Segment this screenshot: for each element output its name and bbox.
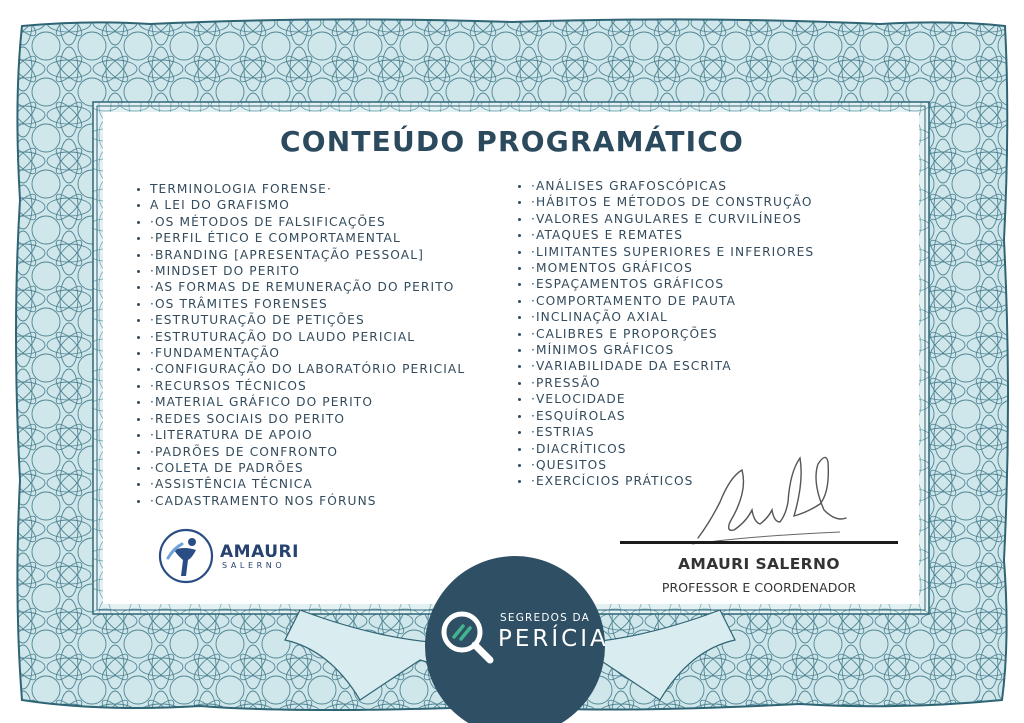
topic-item: ·PRESSÃO	[518, 375, 814, 391]
handwritten-signature	[690, 452, 850, 552]
topic-item: ·REDES SOCIAIS DO PERITO	[137, 411, 465, 427]
topic-item: ·EXERCÍCIOS PRÁTICOS	[518, 473, 814, 489]
topic-item: ·ESTRIAS	[518, 424, 814, 440]
topic-item: ·ESTRUTURAÇÃO DO LAUDO PERICIAL	[137, 329, 465, 345]
signature-line	[620, 541, 898, 544]
topic-item: ·ESQUÍROLAS	[518, 408, 814, 424]
topic-item: ·HÁBITOS E MÉTODOS DE CONSTRUÇÃO	[518, 194, 814, 210]
topic-item: ·PERFIL ÉTICO E COMPORTAMENTAL	[137, 230, 465, 246]
topic-item: ·COMPORTAMENTO DE PAUTA	[518, 293, 814, 309]
topic-item: ·MINDSET DO PERITO	[137, 263, 465, 279]
topic-item: ·MÍNIMOS GRÁFICOS	[518, 342, 814, 358]
topic-item: ·MOMENTOS GRÁFICOS	[518, 260, 814, 276]
topics-list-left	[137, 181, 465, 509]
person-figure-logo-icon	[158, 528, 214, 584]
topic-item: ·FUNDAMENTAÇÃO	[137, 345, 465, 361]
topic-item: ·ESPAÇAMENTOS GRÁFICOS	[518, 276, 814, 292]
topics-list-right	[518, 178, 814, 490]
badge-text-line1: SEGREDOS DA	[500, 612, 591, 624]
topic-item: ·COLETA DE PADRÕES	[137, 460, 465, 476]
topic-item: ·OS MÉTODOS DE FALSIFICAÇÕES	[137, 214, 465, 230]
topic-item: ·LITERATURA DE APOIO	[137, 427, 465, 443]
topic-item: ·ANÁLISES GRAFOSCÓPICAS	[518, 178, 814, 194]
topic-item: ·VALORES ANGULARES E CURVILÍNEOS	[518, 211, 814, 227]
topic-item: ·BRANDING [APRESENTAÇÃO PESSOAL]	[137, 247, 465, 263]
topic-item: ·QUESITOS	[518, 457, 814, 473]
topic-item: ·OS TRÂMITES FORENSES	[137, 296, 465, 312]
signatory-name: AMAURI SALERNO	[678, 555, 840, 573]
topic-item: ·INCLINAÇÃO AXIAL	[518, 309, 814, 325]
badge-text-line2: PERÍCIA	[498, 626, 609, 652]
topic-item: ·CONFIGURAÇÃO DO LABORATÓRIO PERICIAL	[137, 361, 465, 377]
topic-item: ·PADRÕES DE CONFRONTO	[137, 444, 465, 460]
topic-item: ·ASSISTÊNCIA TÉCNICA	[137, 476, 465, 492]
amauri-logo	[158, 528, 308, 588]
topic-item: ·CALIBRES E PROPORÇÕES	[518, 326, 814, 342]
signatory-role: PROFESSOR E COORDENADOR	[661, 580, 857, 595]
topic-item: ·ESTRUTURAÇÃO DE PETIÇÕES	[137, 312, 465, 328]
topic-item: ·LIMITANTES SUPERIORES E INFERIORES	[518, 244, 814, 260]
magnifier-icon	[434, 604, 498, 668]
topic-item: ·ATAQUES E REMATES	[518, 227, 814, 243]
certificate-title: CONTEÚDO PROGRAMÁTICO	[279, 125, 745, 158]
logo-name: AMAURI	[220, 542, 299, 562]
topic-item: A LEI DO GRAFISMO	[137, 197, 465, 213]
logo-subtitle: SALERNO	[222, 561, 286, 570]
topic-item: ·MATERIAL GRÁFICO DO PERITO	[137, 394, 465, 410]
topic-item: ·VARIABILIDADE DA ESCRITA	[518, 358, 814, 374]
topic-item: ·VELOCIDADE	[518, 391, 814, 407]
topic-item: ·RECURSOS TÉCNICOS	[137, 378, 465, 394]
topic-item: TERMINOLOGIA FORENSE·	[137, 181, 465, 197]
topic-item: ·DIACRÍTICOS	[518, 441, 814, 457]
topic-item: ·AS FORMAS DE REMUNERAÇÃO DO PERITO	[137, 279, 465, 295]
topic-item: ·CADASTRAMENTO NOS FÓRUNS	[137, 493, 465, 509]
